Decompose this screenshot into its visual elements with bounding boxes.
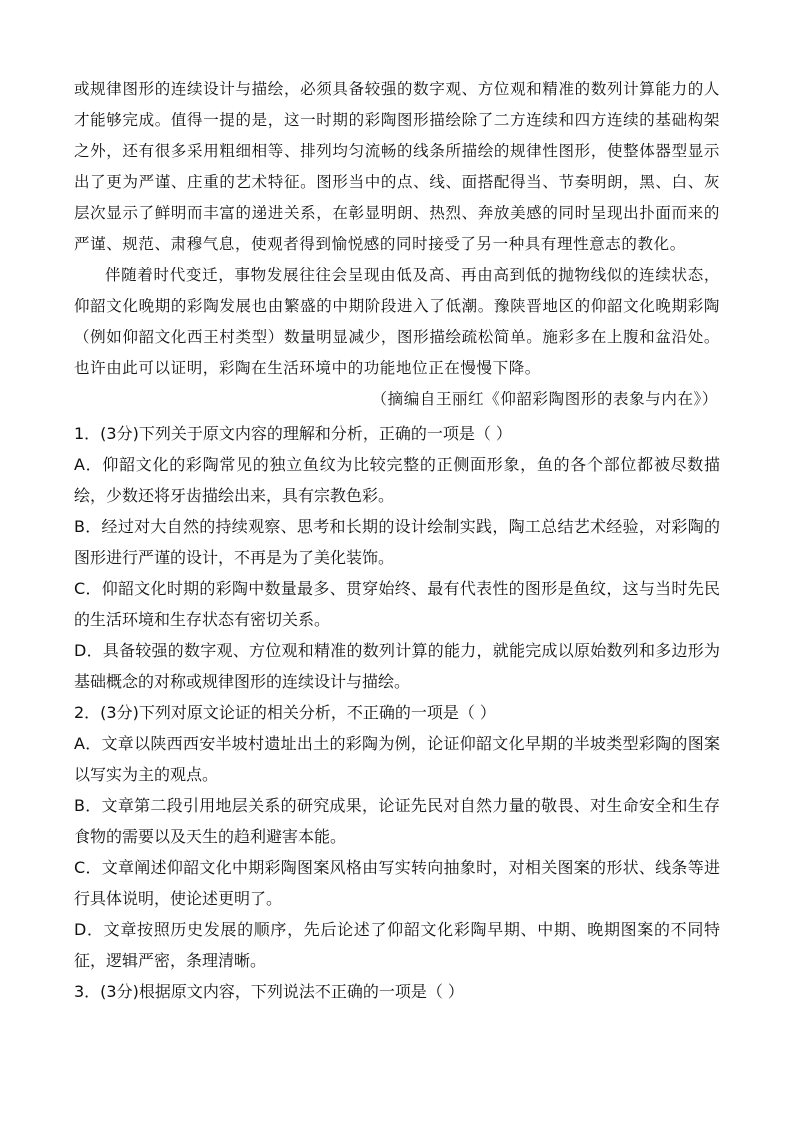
question-2-option-c: C．文章阐述仰韶文化中期彩陶图案风格由写实转向抽象时，对相关图案的形状、线条等进行具体说明，使论述更明了。 xyxy=(74,858,720,908)
passage-paragraph-1: 或规律图形的连续设计与描绘，必须具备较强的数字观、方位观和精准的数列计算能力的人才能够完成。值得一提的是，这一时期的彩陶图形描绘除了二方连续和四方连续的基础构架之外，还有很多采用粗细相等、排列均匀流畅的线条所描绘的规律性图形，使整体器型显示出了更为严谨、庄重的艺术特征。图形当中的点、线、面搭配得当、节奏明朗，黑、白、灰层次显示了鲜明而丰富的递进关系，在彰显明朗、热烈、奔放美感的同时呈现出扑面而来的严谨、规范、肃穆气息，使观者得到愉悦感的同时接受了另一种具有理性意志的教化。 xyxy=(74,80,720,253)
question-1 xyxy=(74,418,720,697)
question-1-option-b: B．经过对大自然的持续观察、思考和长期的设计绘制实践，陶工总结艺术经验，对彩陶的图形进行严谨的设计，不再是为了美化装饰。 xyxy=(74,517,720,567)
question-1-stem: 1．(3分)下列关于原文内容的理解和分析，正确的一项是（ ） xyxy=(74,424,512,443)
passage-citation: （摘编自王丽红《仰韶彩陶图形的表象与内在》） xyxy=(371,390,718,408)
question-1-option-d: D．具备较强的数字观、方位观和精准的数列计算的能力，就能完成以原始数列和多边形为基础概念的对称或规律图形的连续设计与描绘。 xyxy=(74,641,720,691)
question-1-option-a: A．仰韶文化的彩陶常见的独立鱼纹为比较完整的正侧面形象，鱼的各个部位都被尽数描绘，少数还将牙齿描绘出来，具有宗教色彩。 xyxy=(74,455,720,505)
passage-paragraph-2: 伴随着时代变迁，事物发展往往会呈现由低及高、再由高到低的抛物线似的连续状态，仰韶文化晚期的彩陶发展也由繁盛的中期阶段进入了低潮。豫陕晋地区的仰韶文化晚期彩陶（例如仰韶文化西王村类型）数量明显减少，图形描绘疏松简单。施彩多在上腹和盆沿处。也许由此可以证明，彩陶在生活环境中的功能地位正在慢慢下降。 xyxy=(74,266,720,377)
question-3 xyxy=(74,976,720,1007)
question-2-stem: 2．(3分)下列对原文论证的相关分析，不正确的一项是（ ） xyxy=(74,703,496,722)
question-1-option-c: C．仰韶文化时期的彩陶中数量最多、贯穿始终、最有代表性的图形是鱼纹，这与当时先民的生活环境和生存状态有密切关系。 xyxy=(74,579,720,629)
question-2 xyxy=(74,697,720,976)
question-3-stem: 3．(3分)根据原文内容，下列说法不正确的一项是（ ） xyxy=(74,982,464,1001)
question-2-option-a: A．文章以陕西西安半坡村遗址出土的彩陶为例，论证仰韶文化早期的半坡类型彩陶的图案以写实为主的观点。 xyxy=(74,734,720,784)
question-2-option-d: D．文章按照历史发展的顺序，先后论述了仰韶文化彩陶早期、中期、晚期图案的不同特征，逻辑严密，条理清晰。 xyxy=(74,920,720,970)
question-2-option-b: B．文章第二段引用地层关系的研究成果，论证先民对自然力量的敬畏、对生命安全和生存食物的需要以及天生的趋利避害本能。 xyxy=(74,796,720,846)
question-list xyxy=(74,418,720,1007)
reading-passage xyxy=(74,74,720,415)
